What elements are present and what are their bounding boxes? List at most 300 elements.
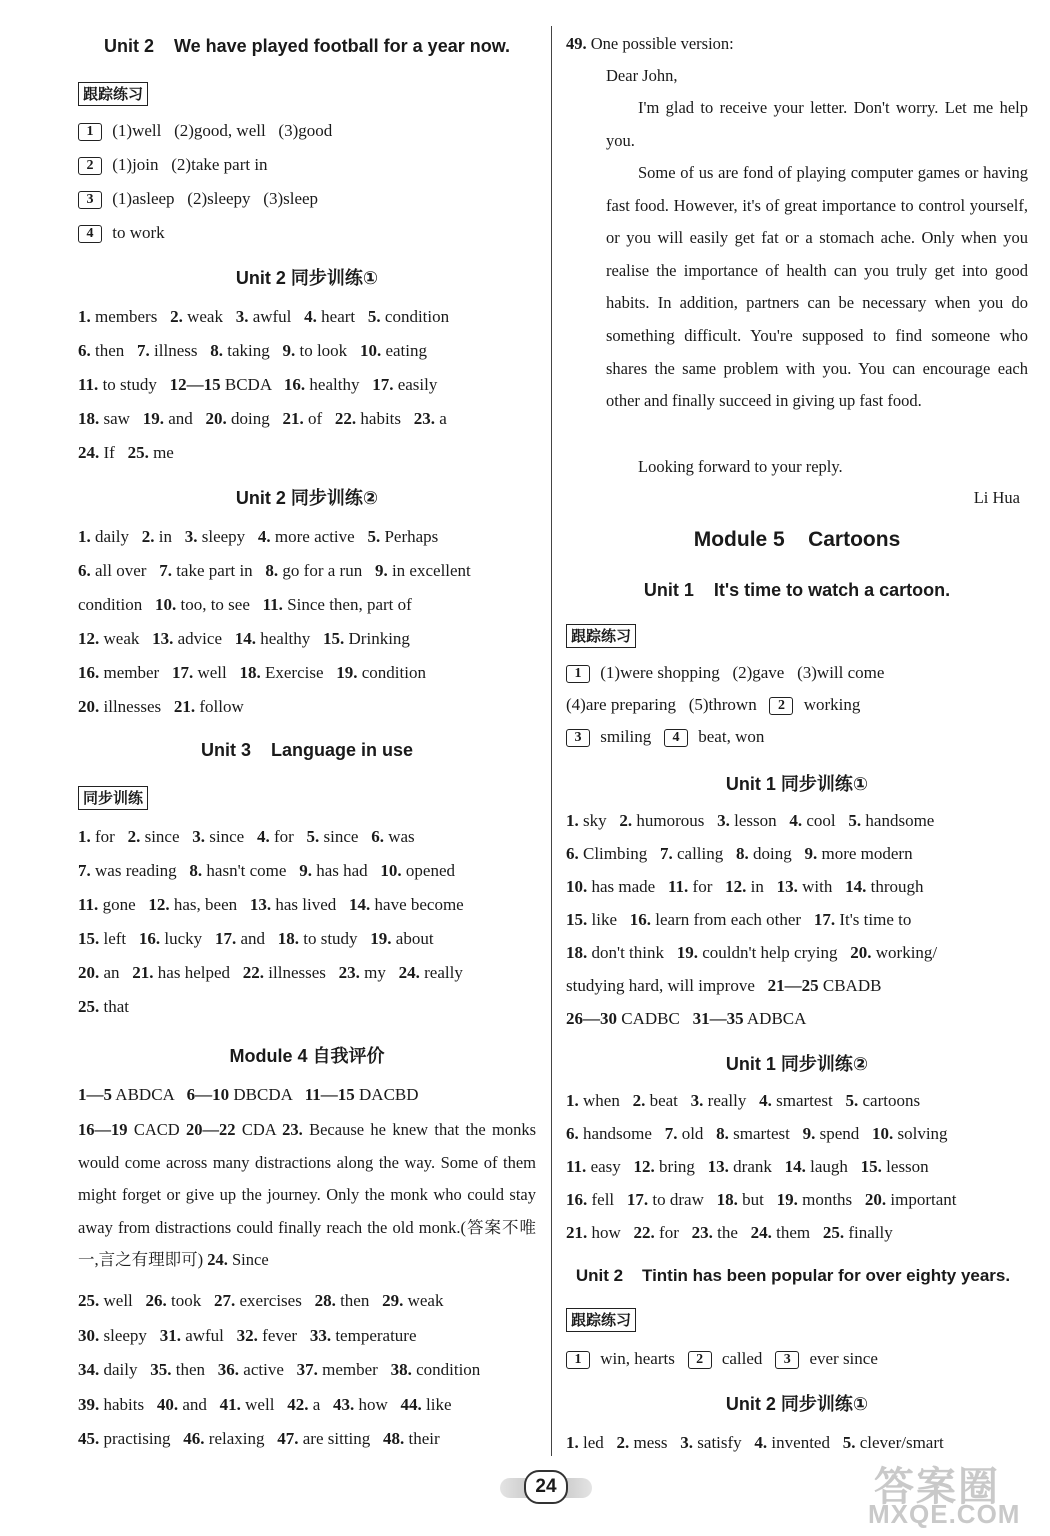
answer-number: 22.: [242, 963, 265, 982]
sync-training-2-title: Unit 2 同步训练②: [235, 488, 379, 508]
answer-number: 3.: [235, 307, 249, 326]
answer-text: when: [578, 1091, 633, 1110]
module5-title: Module 5 Cartoons: [693, 528, 901, 551]
answer-number: 4.: [257, 527, 271, 546]
answer-text: CADBC: [617, 1009, 693, 1028]
answer-number: 5.: [367, 527, 381, 546]
answer-number: 10.: [872, 1124, 894, 1143]
answer-line: [78, 992, 129, 1022]
answer-text: well: [193, 663, 240, 682]
answer-number: 5.: [845, 1091, 859, 1110]
answer-text: ever since: [805, 1349, 878, 1368]
answer-line: [78, 438, 174, 468]
answer-line: [78, 590, 412, 620]
answer-text: working/: [871, 943, 938, 962]
answer-number: 31—35: [692, 1009, 744, 1028]
answer-number: 24.: [78, 443, 100, 462]
answer-text: since: [319, 827, 372, 846]
question-number-box: 3: [78, 191, 102, 209]
letter-signature: Li Hua: [973, 488, 1020, 507]
answer-number: 20—22: [186, 1120, 236, 1139]
answer-text: cartoons: [858, 1091, 921, 1110]
answer-number: 8.: [736, 844, 749, 863]
answer-number: 16.: [566, 1190, 588, 1209]
answer-text: condition: [380, 307, 450, 326]
letter-salutation: Dear John,: [606, 66, 678, 85]
answer-number: 9.: [374, 561, 388, 580]
tracking-practice-tag: 跟踪练习: [566, 624, 636, 648]
answer-text: member: [99, 663, 172, 682]
answer-text: learn from each other: [651, 910, 814, 929]
answer-number: 39.: [78, 1394, 100, 1414]
answer-number: 34.: [78, 1360, 100, 1379]
answer-number: 26.: [145, 1291, 167, 1310]
answer-text: ADBCA: [743, 1009, 807, 1028]
answer-text: beat, won: [694, 727, 765, 746]
answer-number: 24.: [207, 1250, 228, 1270]
answer-text: lesson: [729, 811, 790, 830]
answer-number: 18.: [78, 409, 100, 428]
answer-number: 13.: [776, 877, 798, 896]
answer-text: awful: [248, 307, 305, 326]
answer-number: 2.: [619, 811, 633, 830]
answer-text: mess: [629, 1433, 681, 1452]
answer-text: in: [154, 527, 185, 546]
answer-number: 31.: [159, 1325, 181, 1345]
answer-line: [78, 1080, 419, 1110]
answer-text: habits: [356, 409, 414, 428]
answer-text: It's time to: [835, 910, 912, 929]
answer-number: 18.: [277, 929, 299, 948]
answer-number: 21—25: [767, 976, 819, 995]
answer-number: 19.: [336, 663, 358, 682]
answer-line: [78, 624, 410, 654]
answer-text: months: [797, 1190, 865, 1209]
answer-number: 25.: [127, 443, 149, 462]
answer-number: 16.: [78, 663, 100, 682]
sync-training-1-title: Unit 2 同步训练①: [235, 268, 379, 288]
answer-line: [78, 336, 427, 366]
answer-text: weak: [99, 629, 153, 648]
answer-text: since: [205, 827, 257, 846]
answer-text: daily: [99, 1360, 151, 1379]
answer-text: important: [886, 1190, 957, 1209]
answer-line: [78, 856, 455, 886]
answer-text: with: [797, 877, 846, 896]
answer-text: well: [240, 1394, 288, 1414]
answer-line: [78, 924, 434, 954]
answer-number: 12.: [78, 629, 100, 648]
answer-line: [566, 690, 860, 720]
answer-number: 3.: [192, 827, 206, 846]
answer-text: sky: [578, 811, 620, 830]
answer-number: 25.: [822, 1223, 845, 1242]
answer-number: 47.: [277, 1429, 299, 1448]
answer-text: smartest: [771, 1091, 846, 1110]
answer-number: 10.: [154, 595, 177, 614]
answer-line: [78, 890, 464, 920]
answer-text: lucky: [160, 929, 215, 948]
answer-text: saw: [99, 409, 143, 428]
answer-line: [78, 658, 426, 688]
answer-text: a: [435, 409, 447, 428]
letter-paragraph-1: I'm glad to receive your letter. Don't worry. Let me help you.: [606, 98, 1028, 150]
answer-line: [566, 1428, 944, 1458]
answer-text: take part in: [171, 561, 266, 580]
answer-line: [78, 404, 447, 434]
answer-text: DACBD: [354, 1085, 419, 1104]
answer-text: then: [90, 341, 138, 360]
answer-text: then: [171, 1360, 218, 1379]
answer-number: 3.: [690, 1091, 704, 1110]
answer-number: 17.: [813, 910, 836, 929]
answer-number: 2.: [170, 307, 183, 326]
watermark-text-top: 答案圈: [874, 1465, 1000, 1509]
answer-number: 5.: [848, 811, 862, 830]
question-number-box: 4: [78, 225, 102, 243]
answer-number: 4.: [304, 307, 317, 326]
answer-line: [78, 522, 438, 552]
answer-text: healthy: [305, 375, 373, 394]
answer-text: an: [99, 963, 133, 982]
answer-number: 17.: [214, 929, 237, 948]
answer-number: 3.: [184, 527, 198, 546]
answer-number: 20.: [205, 409, 227, 428]
watermark-text-bottom: MXQE.COM: [868, 1499, 1021, 1529]
answer-number: 12.: [725, 877, 747, 896]
answer-text: lesson: [881, 1157, 929, 1176]
answer-number: 4.: [759, 1091, 772, 1110]
answer-number: 20.: [78, 963, 100, 982]
answer-number: 26—30: [566, 1009, 617, 1028]
answer-number: 17.: [171, 663, 194, 682]
column-divider: [551, 26, 552, 1456]
answer-number: 18.: [716, 1190, 738, 1209]
answer-text: has lived: [271, 895, 350, 914]
answer-number: 21.: [282, 409, 304, 428]
question-number-box: 2: [78, 157, 102, 175]
answer-number: 7.: [78, 861, 91, 880]
answer-number: 13.: [707, 1157, 729, 1176]
answer-text: are sitting: [298, 1429, 384, 1448]
answer-text: has helped: [153, 963, 243, 982]
answer-text: fever: [257, 1325, 310, 1345]
question-number-box: 4: [664, 729, 688, 747]
answer-text: in: [746, 877, 777, 896]
answer-number: 4.: [789, 811, 803, 830]
answer-text: DBCDA: [229, 1085, 305, 1104]
answer-number: 11.: [566, 1157, 587, 1176]
answer-line: [78, 1424, 440, 1454]
module5-unit2-title: Unit 2 Tintin has been popular for over eighty years.: [575, 1266, 1011, 1285]
answer-text: how: [587, 1223, 634, 1242]
answer-text: exercises: [235, 1291, 315, 1310]
answer-number: 25.: [78, 1291, 100, 1310]
answer-text: sleepy: [99, 1325, 160, 1345]
answer-number: 22.: [334, 409, 357, 428]
answer-line: [566, 1086, 920, 1116]
answer-text: fell: [587, 1190, 627, 1209]
letter-paragraph-3: Looking forward to your reply.: [638, 457, 843, 476]
answer-number: 29.: [382, 1291, 404, 1310]
sync-training-tag: 同步训练: [78, 786, 148, 810]
answer-number: 6.: [371, 827, 384, 846]
question-number-box: 1: [566, 665, 590, 683]
answer-number: 44.: [400, 1394, 422, 1414]
answer-number: 2.: [616, 1433, 630, 1452]
answer-number: 8.: [189, 861, 203, 880]
answer-number: 3.: [717, 811, 730, 830]
answer-text: awful: [180, 1325, 237, 1345]
answer-number: 11.: [262, 595, 283, 614]
answer-text: how: [354, 1394, 401, 1414]
answer-number: 9.: [299, 861, 312, 880]
answer-number: 5.: [367, 307, 381, 326]
answer-text: was: [383, 827, 415, 846]
answer-text: invented: [767, 1433, 843, 1452]
answer-number: 3.: [680, 1433, 694, 1452]
answer-number: 12.: [148, 895, 170, 914]
answer-text: Since then, part of: [282, 595, 412, 614]
answer-number: 14.: [784, 1157, 806, 1176]
answer-line: [78, 1321, 417, 1351]
answer-text: and: [178, 1394, 220, 1414]
question-number-box: 3: [775, 1351, 799, 1369]
answer-number: 1.: [78, 827, 91, 846]
answer-line: [78, 556, 471, 586]
q49-heading: [566, 28, 1028, 61]
answer-number: 48.: [383, 1429, 405, 1448]
answer-number: 18.: [239, 663, 261, 682]
answer-line: [566, 839, 913, 869]
answer-text: a: [308, 1394, 333, 1414]
answer-text: since: [140, 827, 193, 846]
answer-line: [566, 658, 884, 688]
answer-number: 36.: [217, 1360, 240, 1379]
letter-paragraph-2: Some of us are fond of playing computer games or having fast food. However, it's of great importance to control yourself, or you will easily get fat or a stomach ache. Only when you realise the importance of health can you truly get into good habits. In addition, partners can be necessary when you do something difficult. You're supposed to find someone who shares the same problem with you. You can encourage each other and finally succeed in giving up fast food.: [606, 163, 1028, 411]
answer-number: 8.: [210, 341, 223, 360]
answer-text: doing: [226, 409, 283, 428]
answer-text: couldn't help crying: [697, 943, 851, 962]
answer-text: don't think: [587, 943, 677, 962]
answer-text: clever/smart: [855, 1433, 944, 1452]
answer-number: 14.: [349, 895, 371, 914]
answer-text: and: [163, 409, 206, 428]
answer-number: 45.: [78, 1429, 100, 1448]
answer-text: took: [166, 1291, 215, 1310]
answer-number: 30.: [78, 1325, 100, 1345]
answer-number: 21.: [132, 963, 154, 982]
answer-text: bring: [654, 1157, 708, 1176]
answer-text: taking: [222, 341, 283, 360]
answer-number: 23.: [413, 409, 436, 428]
answer-number: 21.: [173, 697, 196, 716]
answer-number: 2.: [127, 827, 141, 846]
answer-text: like: [587, 910, 630, 929]
answer-text: all over: [90, 561, 160, 580]
answer-number: 19.: [676, 943, 698, 962]
answer-text: weak: [403, 1291, 444, 1310]
answer-line: [566, 872, 923, 902]
answer-text: to look: [295, 341, 360, 360]
answer-text: relaxing: [204, 1429, 278, 1448]
answer-number: 23.: [282, 1120, 303, 1139]
answer-text: cool: [802, 811, 849, 830]
answer-number: 5.: [306, 827, 320, 846]
answer-number: 11.: [667, 877, 689, 896]
answer-text: go for a run: [278, 561, 375, 580]
answer-line: [566, 1218, 893, 1248]
answer-text: Climbing: [578, 844, 660, 863]
answer-line: [78, 150, 268, 180]
answer-line: [78, 302, 449, 332]
answer-line: [566, 806, 934, 836]
answer-number: 2.: [141, 527, 155, 546]
answer-text: for: [269, 827, 307, 846]
answer-text: easily: [393, 375, 438, 394]
answer-number: 16—19: [78, 1120, 128, 1139]
answer-text: more active: [270, 527, 368, 546]
answer-text: Since: [227, 1250, 269, 1270]
answer-number: 20.: [850, 943, 872, 962]
answer-text: laugh: [805, 1157, 861, 1176]
answer-text: easy: [586, 1157, 634, 1176]
answer-number: 1.: [566, 1433, 579, 1452]
answer-text: calling: [672, 844, 736, 863]
answer-number: 6.: [566, 1124, 579, 1143]
answer-number: 49.: [566, 34, 587, 53]
answer-number: 42.: [287, 1394, 309, 1414]
answer-text: drank: [728, 1157, 785, 1176]
answer-line: [566, 905, 911, 935]
answer-text: them: [771, 1223, 823, 1242]
answer-number: 1.: [566, 811, 579, 830]
answer-text: Perhaps: [380, 527, 439, 546]
answer-number: 16.: [138, 929, 161, 948]
answer-text: (1)asleep (2)sleepy (3)sleep: [108, 189, 319, 208]
answer-number: 27.: [214, 1291, 236, 1310]
answer-text: spend: [815, 1124, 872, 1143]
module4-self-evaluation-title: Module 4 自我评价: [229, 1046, 385, 1066]
answer-number: 8.: [265, 561, 279, 580]
answer-text: left: [99, 929, 139, 948]
answer-text: have become: [370, 895, 464, 914]
answer-line: [566, 1344, 878, 1374]
answer-number: 10.: [566, 877, 588, 896]
answer-text: illnesses: [99, 697, 174, 716]
answer-text: CDA: [235, 1120, 283, 1139]
answer-number: 16.: [629, 910, 651, 929]
answer-text: solving: [893, 1124, 948, 1143]
answer-text: temperature: [331, 1325, 417, 1345]
answer-text: advice: [173, 629, 235, 648]
answer-number: 2.: [632, 1091, 646, 1110]
answer-text: healthy: [255, 629, 324, 648]
answer-text: illness: [149, 341, 211, 360]
answer-text: CACD: [127, 1120, 187, 1139]
answer-text: active: [239, 1360, 297, 1379]
answer-line: [78, 958, 463, 988]
answer-line: [566, 1119, 948, 1149]
answer-number: 11—15: [304, 1085, 355, 1104]
answer-number: 24.: [750, 1223, 772, 1242]
answer-text: One possible version:: [586, 34, 734, 53]
answer-line: [78, 184, 318, 214]
answer-text: well: [99, 1291, 146, 1310]
answer-number: 11.: [78, 895, 99, 914]
question-number-box: 2: [769, 697, 793, 715]
answer-number: 32.: [236, 1325, 258, 1345]
answer-text: member: [317, 1360, 391, 1379]
answer-number: 6.: [78, 341, 91, 360]
answer-text: to study: [98, 375, 170, 394]
answer-number: 24.: [398, 963, 420, 982]
answer-text: handsome: [861, 811, 935, 830]
answer-number: 16.: [283, 375, 306, 394]
answer-text: like: [421, 1394, 452, 1414]
answer-text: (1)were shopping (2)gave (3)will come: [596, 663, 885, 682]
module4-answer-paragraph: [78, 1114, 536, 1277]
answer-number: 6.: [566, 844, 579, 863]
answer-number: 43.: [332, 1394, 355, 1414]
page-number-badge: [500, 1470, 592, 1502]
answer-text: beat: [645, 1091, 691, 1110]
answer-text: members: [90, 307, 171, 326]
page-number: 24: [524, 1470, 568, 1504]
answer-text: through: [866, 877, 924, 896]
answer-number: 4.: [754, 1433, 768, 1452]
answer-text: in excellent: [387, 561, 471, 580]
answer-text: has, been: [169, 895, 250, 914]
answer-line: [566, 1004, 806, 1034]
answer-text: more modern: [817, 844, 913, 863]
answer-text: gone: [98, 895, 149, 914]
answer-number: 12—15: [169, 375, 221, 394]
question-number-box: 1: [78, 123, 102, 141]
answer-text: doing: [748, 844, 805, 863]
answer-number: 6.: [78, 561, 91, 580]
answer-number: 17.: [626, 1190, 649, 1209]
answer-number: 19.: [776, 1190, 798, 1209]
answer-number: 6—10: [186, 1085, 230, 1104]
answer-number: 33.: [309, 1325, 332, 1345]
answer-text: that: [99, 997, 129, 1016]
answer-text: but: [737, 1190, 777, 1209]
answer-number: 13.: [152, 629, 174, 648]
answer-text: about: [391, 929, 434, 948]
answer-text: for: [654, 1223, 692, 1242]
unit3-title: Unit 3 Language in use: [200, 740, 414, 760]
answer-number: 7.: [664, 1124, 678, 1143]
answer-text: Exercise: [260, 663, 337, 682]
answer-text: for: [688, 877, 726, 896]
answer-line: [566, 1185, 957, 1215]
answer-text: condition: [411, 1360, 481, 1379]
answer-line: [566, 1152, 929, 1182]
answer-text: led: [578, 1433, 617, 1452]
answer-line: [78, 370, 437, 400]
m5-unit1-sync-1-title: Unit 1 同步训练①: [725, 774, 869, 794]
answer-text: humorous: [632, 811, 718, 830]
answer-text: handsome: [578, 1124, 665, 1143]
answer-line: [78, 218, 165, 248]
answer-number: 40.: [156, 1394, 179, 1414]
answer-text: really: [703, 1091, 760, 1110]
answer-number: 14.: [234, 629, 256, 648]
answer-text: illnesses: [264, 963, 339, 982]
answer-line: [78, 822, 415, 852]
answer-number: 11.: [78, 375, 99, 394]
